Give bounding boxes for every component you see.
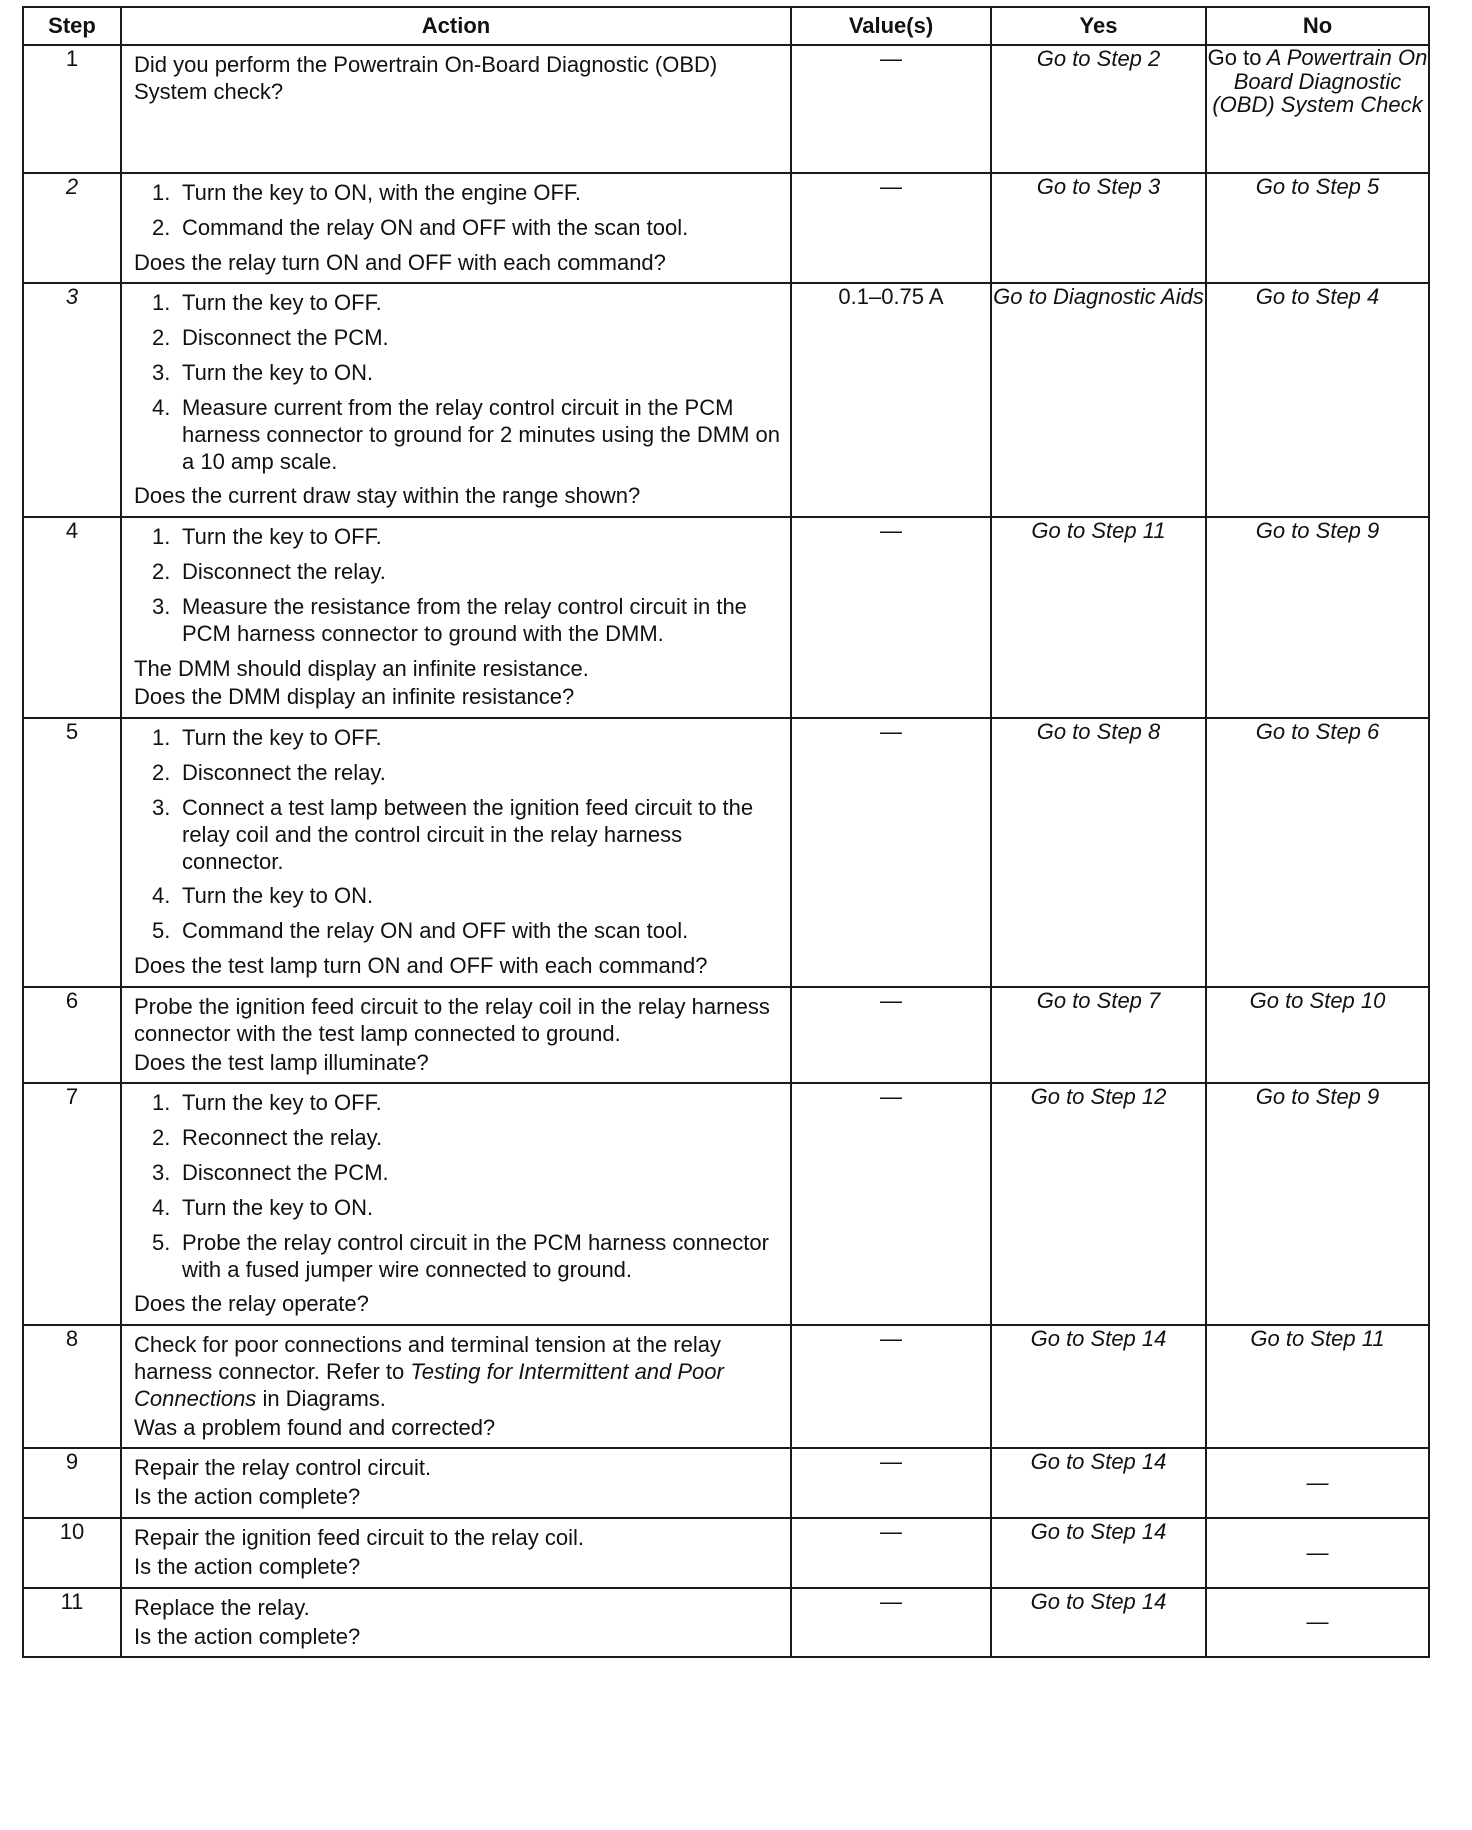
instruction-list xyxy=(134,290,780,475)
value-cell: — xyxy=(791,173,991,283)
list-item: 2. Disconnect the relay. xyxy=(152,760,386,786)
table-row-step-11 xyxy=(23,1588,1429,1658)
step-number: 6 xyxy=(23,987,121,1083)
value-cell: — xyxy=(791,1083,991,1325)
table-row-step-4 xyxy=(23,517,1429,718)
list-item: 3. Disconnect the PCM. xyxy=(152,1160,389,1186)
list-item: 4. Turn the key to ON. xyxy=(152,883,374,909)
action-cell xyxy=(121,1448,791,1518)
list-item: 1. Turn the key to OFF. xyxy=(152,524,382,550)
action-cell xyxy=(121,718,791,987)
table-row-step-10 xyxy=(23,1518,1429,1588)
instruction-list xyxy=(134,725,780,945)
list-item: 3. Turn the key to ON. xyxy=(152,360,374,386)
no-cell: — xyxy=(1206,1518,1429,1588)
value-cell: — xyxy=(791,1325,991,1448)
no-cell: — xyxy=(1206,1448,1429,1518)
action-question: Does the relay turn ON and OFF with each command? xyxy=(134,249,666,275)
table-row-step-3 xyxy=(23,283,1429,517)
list-item: 2. Disconnect the relay. xyxy=(152,559,386,585)
reference-title: Testing for Intermittent and Poor Connections xyxy=(134,1358,724,1411)
step-number: 7 xyxy=(23,1083,121,1325)
action-text: Replace the relay. xyxy=(134,1594,310,1620)
yes-cell: Go to Step 14 xyxy=(991,1518,1206,1588)
step-number: 4 xyxy=(23,517,121,718)
action-question: Does the relay operate? xyxy=(134,1291,369,1317)
action-question: Is the action complete? xyxy=(134,1553,361,1579)
list-item: 1. Turn the key to OFF. xyxy=(152,290,382,316)
table-row-step-1 xyxy=(23,45,1429,173)
instruction-list xyxy=(134,1090,780,1283)
action-question: Was a problem found and corrected? xyxy=(134,1414,496,1440)
yes-cell: Go to Step 14 xyxy=(991,1588,1206,1658)
action-question: Does the test lamp turn ON and OFF with each command? xyxy=(134,953,708,979)
step-number: 10 xyxy=(23,1518,121,1588)
action-cell xyxy=(121,1325,791,1448)
list-item: 1. Turn the key to OFF. xyxy=(152,725,382,751)
step-number: 8 xyxy=(23,1325,121,1448)
value-cell: — xyxy=(791,1448,991,1518)
no-cell: Go to Step 9 xyxy=(1206,517,1429,718)
no-cell: Go to Step 9 xyxy=(1206,1083,1429,1325)
list-item: 5. Probe the relay control circuit in the PCM harness connector with a fused jumper wire connected to ground. xyxy=(152,1229,769,1282)
action-note: The DMM should display an infinite resistance. xyxy=(134,655,589,681)
table-row-step-9 xyxy=(23,1448,1429,1518)
list-item: 3. Connect a test lamp between the ignition feed circuit to the relay coil and the control circuit in the relay harness connector. xyxy=(152,794,754,874)
action-cell xyxy=(121,1083,791,1325)
action-text: Did you perform the Powertrain On-Board Diagnostic (OBD) System check? xyxy=(134,52,718,104)
action-question: Is the action complete? xyxy=(134,1623,361,1649)
action-cell xyxy=(121,283,791,517)
instruction-list xyxy=(134,180,780,242)
action-question: Does the test lamp illuminate? xyxy=(134,1049,429,1075)
diagnostic-table xyxy=(22,6,1430,1658)
header-action: Action xyxy=(121,7,791,45)
yes-cell: Go to Step 11 xyxy=(991,517,1206,718)
action-text: Repair the relay control circuit. xyxy=(134,1455,432,1481)
action-cell xyxy=(121,1588,791,1658)
no-cell: Go to Step 6 xyxy=(1206,718,1429,987)
value-cell: — xyxy=(791,45,991,173)
yes-cell: Go to Step 7 xyxy=(991,987,1206,1083)
yes-cell: Go to Step 12 xyxy=(991,1083,1206,1325)
header-step: Step xyxy=(23,7,121,45)
yes-cell: Go to Step 8 xyxy=(991,718,1206,987)
value-cell: — xyxy=(791,1588,991,1658)
action-question: Does the DMM display an infinite resistance? xyxy=(134,684,575,710)
value-cell: 0.1–0.75 A xyxy=(791,283,991,517)
header-no: No xyxy=(1206,7,1429,45)
yes-cell: Go to Diagnostic Aids xyxy=(991,283,1206,517)
table-row-step-8 xyxy=(23,1325,1429,1448)
action-text: Probe the ignition feed circuit to the relay coil in the relay harness connector with the test lamp connected to ground. xyxy=(134,993,770,1046)
action-text: Repair the ignition feed circuit to the relay coil. xyxy=(134,1525,585,1551)
yes-cell: Go to Step 14 xyxy=(991,1325,1206,1448)
action-text: Check for poor connections and terminal tension at the relay harness connector. Refer to Testing for Intermittent and Poor Connections in Diagrams. xyxy=(134,1332,724,1411)
yes-cell: Go to Step 2 xyxy=(991,45,1206,173)
no-prefix: Go to xyxy=(1207,45,1262,70)
no-cell: Go to Step 11 xyxy=(1206,1325,1429,1448)
list-item: 5. Command the relay ON and OFF with the scan tool. xyxy=(152,918,689,944)
value-cell: — xyxy=(791,718,991,987)
table-row-step-5 xyxy=(23,718,1429,987)
no-cell: Go to Step 10 xyxy=(1206,987,1429,1083)
no-cell xyxy=(1206,45,1429,173)
list-item: 1. Turn the key to ON, with the engine OFF. xyxy=(152,180,582,205)
list-item: 1. Turn the key to OFF. xyxy=(152,1090,382,1116)
step-number: 3 xyxy=(23,283,121,517)
header-values: Value(s) xyxy=(791,7,991,45)
list-item: 3. Measure the resistance from the relay control circuit in the PCM harness connector to ground with the DMM. xyxy=(152,593,747,646)
action-cell xyxy=(121,987,791,1083)
list-item: 2. Reconnect the relay. xyxy=(152,1125,383,1151)
step-number: 2 xyxy=(23,173,121,283)
header-row xyxy=(23,7,1429,45)
instruction-list xyxy=(134,524,780,647)
action-cell xyxy=(121,517,791,718)
no-cell: Go to Step 5 xyxy=(1206,173,1429,283)
action-question: Does the current draw stay within the range shown? xyxy=(134,483,641,509)
step-number: 5 xyxy=(23,718,121,987)
list-item: 2. Disconnect the PCM. xyxy=(152,325,389,351)
yes-cell: Go to Step 14 xyxy=(991,1448,1206,1518)
list-item: 4. Measure current from the relay control circuit in the PCM harness connector to ground for 2 minutes using the DMM on a 10 amp scale. xyxy=(152,394,780,474)
step-number: 11 xyxy=(23,1588,121,1658)
action-cell xyxy=(121,45,791,173)
no-reference: A Powertrain On Board Diagnostic (OBD) System Check xyxy=(1212,45,1428,118)
action-question: Is the action complete? xyxy=(134,1484,361,1510)
table-row-step-7 xyxy=(23,1083,1429,1325)
table-row-step-2 xyxy=(23,173,1429,283)
step-number: 1 xyxy=(23,45,121,173)
value-cell: — xyxy=(791,517,991,718)
list-item: 4. Turn the key to ON. xyxy=(152,1194,374,1220)
table-row-step-6 xyxy=(23,987,1429,1083)
no-cell: — xyxy=(1206,1588,1429,1658)
value-cell: — xyxy=(791,987,991,1083)
value-cell: — xyxy=(791,1518,991,1588)
action-cell xyxy=(121,173,791,283)
list-item: 2. Command the relay ON and OFF with the scan tool. xyxy=(152,214,689,240)
header-yes: Yes xyxy=(991,7,1206,45)
action-cell xyxy=(121,1518,791,1588)
step-number: 9 xyxy=(23,1448,121,1518)
no-cell: Go to Step 4 xyxy=(1206,283,1429,517)
yes-cell: Go to Step 3 xyxy=(991,173,1206,283)
